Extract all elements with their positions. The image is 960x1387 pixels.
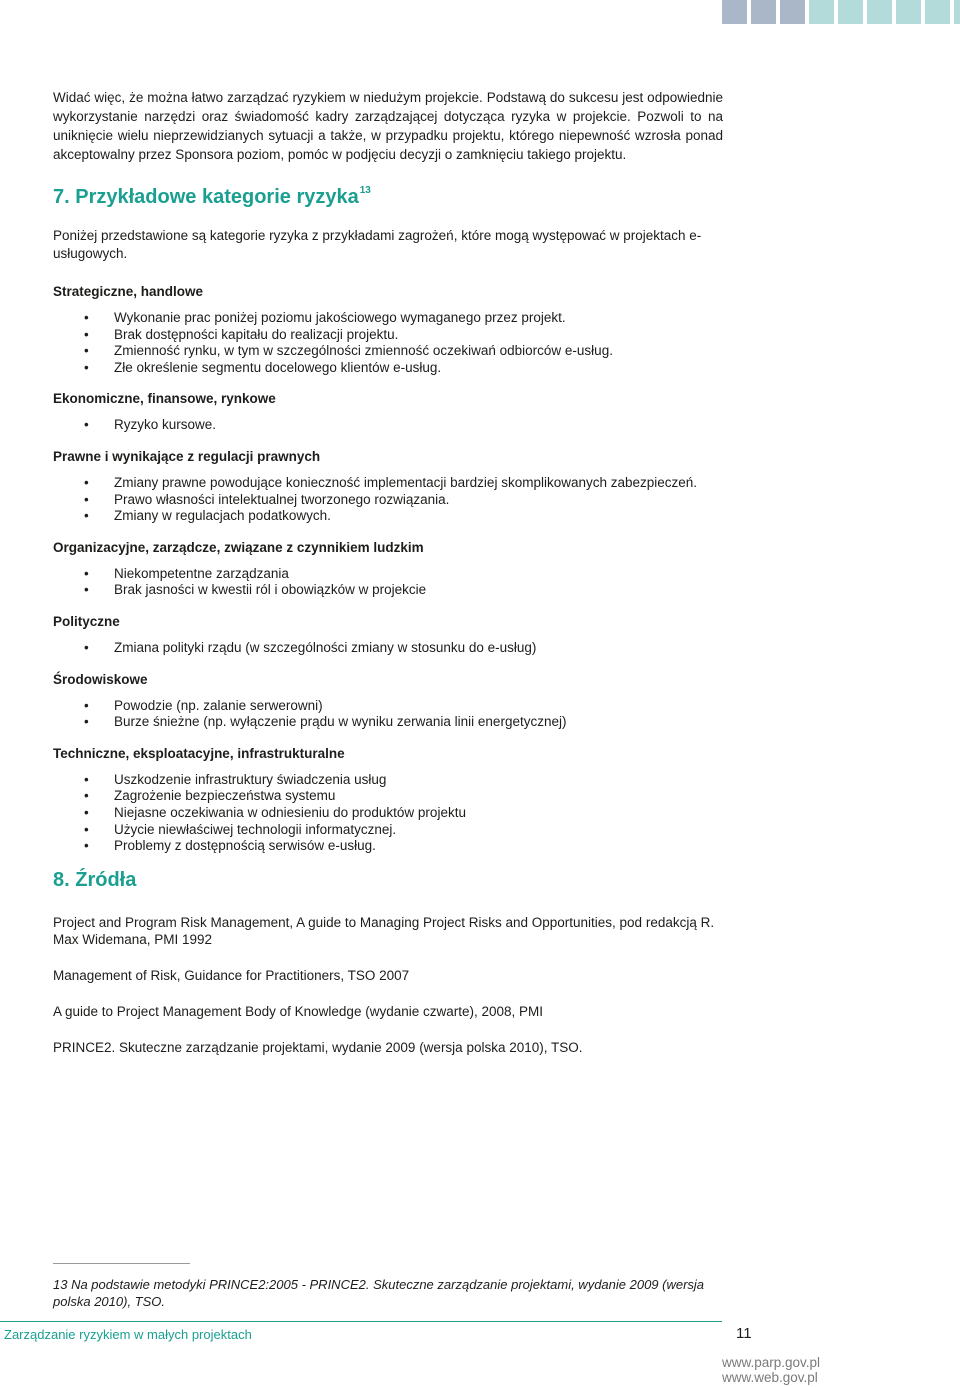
bullet-icon: • xyxy=(84,697,89,713)
bullet-icon: • xyxy=(84,359,89,375)
list-item-text: Niejasne oczekiwania w odniesieniu do produktów projektu xyxy=(114,804,466,820)
list-item-text: Użycie niewłaściwej technologii informatycznej. xyxy=(114,821,397,837)
footer-link-parp[interactable]: www.parp.gov.pl xyxy=(722,1355,821,1370)
list-item-text: Brak jasności w kwestii ról i obowiązków w projekcie xyxy=(114,582,427,598)
list-item-text: Powodzie (np. zalanie serwerowni) xyxy=(114,697,323,713)
footer-link-web[interactable]: www.web.gov.pl xyxy=(722,1370,818,1385)
list-item xyxy=(53,475,723,492)
section-8-heading: 8. Źródła xyxy=(53,868,137,891)
category-heading: Techniczne, eksploatacyjne, infrastrukturalne xyxy=(53,745,345,761)
category-heading: Polityczne xyxy=(53,613,120,629)
decor-square xyxy=(896,0,921,24)
list-item xyxy=(53,417,723,434)
category-items xyxy=(53,417,723,434)
footer-links xyxy=(722,1355,820,1385)
bullet-icon: • xyxy=(84,508,89,524)
decor-square xyxy=(751,0,776,24)
decor-square xyxy=(838,0,863,24)
list-item-text: Wykonanie prac poniżej poziomu jakościowego wymaganego przez projekt. xyxy=(114,310,566,325)
list-item-text: Zagrożenie bezpieczeństwa systemu xyxy=(114,788,336,804)
category-items xyxy=(53,772,723,855)
list-item-text: Uszkodzenie infrastruktury świadczenia usług xyxy=(114,771,387,787)
footnote-separator xyxy=(53,1263,190,1264)
list-item xyxy=(53,492,723,509)
list-item xyxy=(53,343,723,360)
bullet-icon: • xyxy=(84,821,89,837)
category-items xyxy=(53,566,723,599)
list-item-text: Brak dostępności kapitału do realizacji projektu. xyxy=(114,326,399,342)
list-item-text: Problemy z dostępnością serwisów e-usług. xyxy=(114,838,376,854)
list-item-text: Niekompetentne zarządzania xyxy=(114,565,289,581)
decor-square xyxy=(722,0,747,24)
bullet-icon: • xyxy=(84,788,89,804)
section-7-heading xyxy=(53,186,723,209)
bullet-icon: • xyxy=(84,326,89,342)
section-7-lead: Poniżej przedstawione są kategorie ryzyka z przykładami zagrożeń, które mogą występować w projektach e-usługowych. xyxy=(53,228,702,261)
decor-square xyxy=(780,0,805,24)
bullet-icon: • xyxy=(84,565,89,581)
decor-square xyxy=(925,0,950,24)
list-item xyxy=(53,640,723,657)
reference-item: Management of Risk, Guidance for Practitioners, TSO 2007 xyxy=(53,967,410,983)
risk-categories xyxy=(53,283,723,855)
footer-title: Zarządzanie ryzykiem w małych projektach xyxy=(4,1327,252,1342)
list-item-text: Zmiana polityki rządu (w szczególności zmiany w stosunku do e-usług) xyxy=(114,639,537,655)
decorative-squares xyxy=(722,0,960,24)
reference-item: Project and Program Risk Management, A guide to Managing Project Risks and Opportunities, pod redakcją R. Max Widemana, PMI 1992 xyxy=(53,914,715,947)
list-item xyxy=(53,822,723,839)
list-item-text: Zmienność rynku, w tym w szczególności zmienność oczekiwań odbiorców e-usług. xyxy=(114,343,613,359)
list-item xyxy=(53,698,723,715)
category-heading: Strategiczne, handlowe xyxy=(53,284,204,299)
bullet-icon: • xyxy=(84,417,89,433)
list-item xyxy=(53,360,723,377)
list-item xyxy=(53,508,723,525)
category-heading: Ekonomiczne, finansowe, rynkowe xyxy=(53,391,276,407)
intro-paragraph: Widać więc, że można łatwo zarządzać ryzykiem w niedużym projekcie. Podstawą do sukcesu jest odpowiednie wykorzystanie narzędzi oraz świadomość kadry zarządzającej dotycząca ryzyka w projekcie. Pozwoli to na uniknięcie wielu nieprzewidzianych sytuacji a także, w przypadku projektu, którego niepewność wzrosła ponad akceptowalny przez Sponsora poziom, pomóc w podjęciu decyzji o zamknięciu takiego projektu. xyxy=(53,90,723,162)
category-items xyxy=(53,698,723,731)
category-items xyxy=(53,640,723,657)
footer-rule xyxy=(0,1321,722,1322)
list-item xyxy=(53,566,723,583)
section-7-title: 7. Przykładowe kategorie ryzyka xyxy=(53,186,359,208)
list-item xyxy=(53,788,723,805)
reference-item: A guide to Project Management Body of Knowledge (wydanie czwarte), 2008, PMI xyxy=(53,1003,544,1019)
bullet-icon: • xyxy=(84,474,89,490)
decor-square xyxy=(809,0,834,24)
references-list xyxy=(53,914,723,1056)
bullet-icon: • xyxy=(84,639,89,655)
list-item xyxy=(53,805,723,822)
bullet-icon: • xyxy=(84,491,89,507)
page-number: 11 xyxy=(736,1325,752,1342)
list-item xyxy=(53,327,723,344)
footnote-13: 13 Na podstawie metodyki PRINCE2:2005 - PRINCE2. Skuteczne zarządzanie projektami, wydanie 2009 (wersja polska 2010), TSO. xyxy=(53,1277,705,1309)
list-item-text: Burze śnieżne (np. wyłączenie prądu w wyniku zerwania linii energetycznej) xyxy=(114,714,567,730)
list-item-text: Zmiany w regulacjach podatkowych. xyxy=(114,508,331,524)
list-item-text: Prawo własności intelektualnej tworzonego rozwiązania. xyxy=(114,491,450,507)
footnote-ref-13[interactable]: 13 xyxy=(359,185,371,197)
bullet-icon: • xyxy=(84,771,89,787)
bullet-icon: • xyxy=(84,714,89,730)
bullet-icon: • xyxy=(84,838,89,854)
decor-square xyxy=(954,0,960,24)
bullet-icon: • xyxy=(84,582,89,598)
bullet-icon: • xyxy=(84,310,89,325)
category-heading: Środowiskowe xyxy=(53,671,148,687)
list-item xyxy=(53,772,723,789)
list-item xyxy=(53,714,723,731)
list-item-text: Ryzyko kursowe. xyxy=(114,417,217,433)
bullet-icon: • xyxy=(84,343,89,359)
list-item-text: Złe określenie segmentu docelowego klientów e-usług. xyxy=(114,359,442,375)
main-content xyxy=(53,88,723,1075)
list-item xyxy=(53,582,723,599)
bullet-icon: • xyxy=(84,804,89,820)
category-items xyxy=(53,475,723,525)
reference-item: PRINCE2. Skuteczne zarządzanie projektami, wydanie 2009 (wersja polska 2010), TSO. xyxy=(53,1039,583,1055)
list-item xyxy=(53,310,723,327)
category-heading: Prawne i wynikające z regulacji prawnych xyxy=(53,448,321,464)
decor-square xyxy=(867,0,892,24)
category-items xyxy=(53,310,723,376)
category-heading: Organizacyjne, zarządcze, związane z czynnikiem ludzkim xyxy=(53,539,424,555)
list-item xyxy=(53,838,723,855)
list-item-text: Zmiany prawne powodujące konieczność implementacji bardziej skomplikowanych zabezpieczeń. xyxy=(114,474,698,490)
